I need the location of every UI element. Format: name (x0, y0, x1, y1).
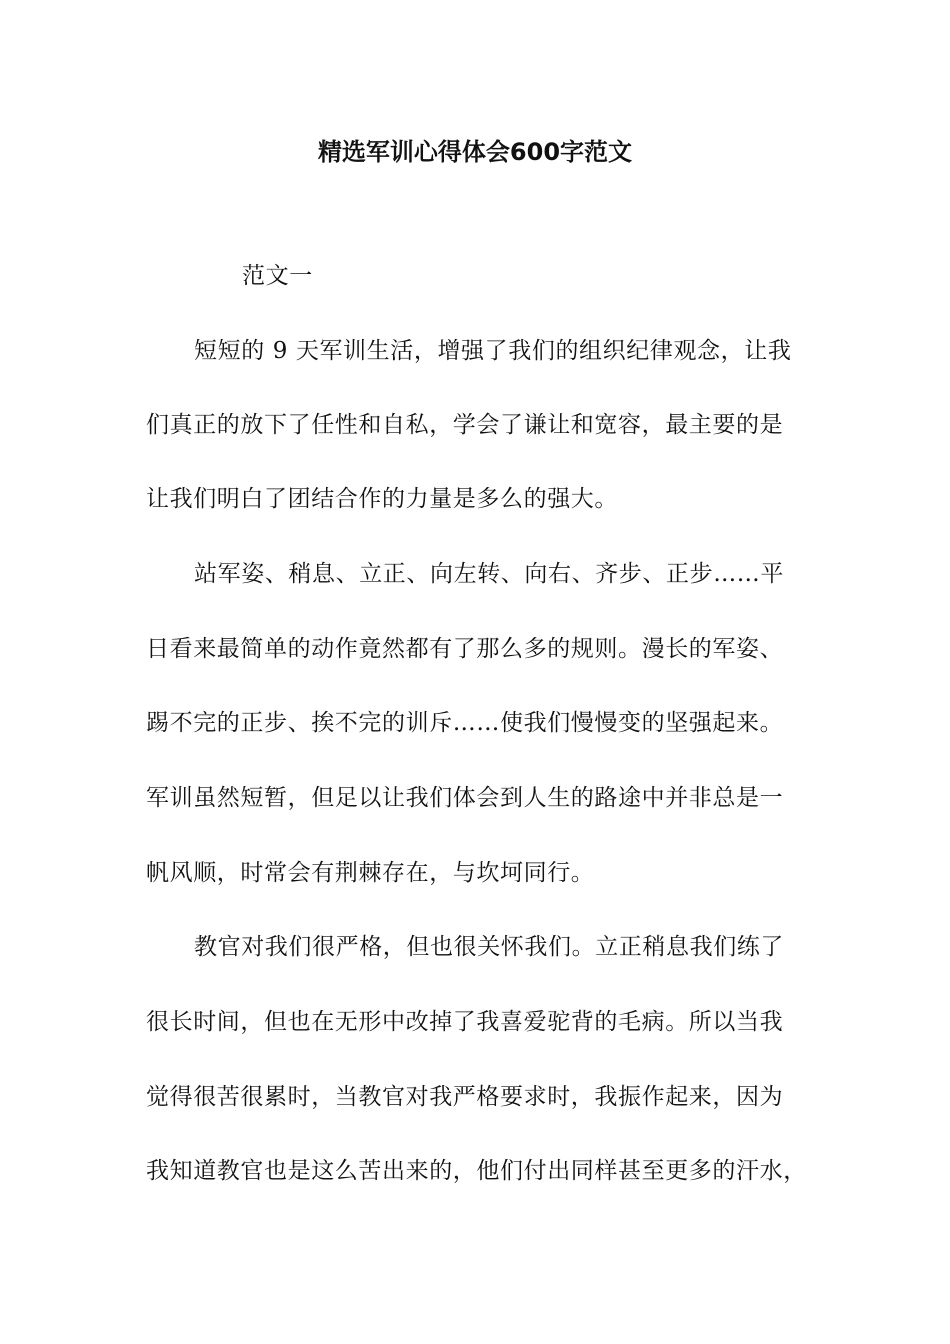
paragraph-line: 踢不完的正步、挨不完的训斥……使我们慢慢变的坚强起来。 (146, 710, 784, 736)
paragraph-line: 帆风顺，时常会有荆棘存在，与坎坷同行。 (146, 860, 595, 886)
paragraph-line: 日看来最简单的动作竟然都有了那么多的规则。漫长的军姿、 (146, 636, 784, 662)
paragraph-line: 军训虽然短暂，但足以让我们体会到人生的路途中并非总是一 (146, 785, 784, 811)
paragraph-line: 觉得很苦很累时，当教官对我严格要求时，我振作起来，因为 (146, 1084, 784, 1110)
paragraph-line: 我知道教官也是这么苦出来的，他们付出同样甚至更多的汗水， (146, 1158, 807, 1184)
paragraph-line: 让我们明白了团结合作的力量是多么的强大。 (146, 486, 618, 512)
section-heading: 范文一 (242, 263, 313, 289)
paragraph-line: 们真正的放下了任性和自私，学会了谦让和宽容，最主要的是 (146, 412, 784, 438)
document-title: 精选军训心得体会600字范文 (317, 138, 633, 166)
paragraph-line: 很长时间，但也在无形中改掉了我喜爱驼背的毛病。所以当我 (146, 1009, 784, 1035)
paragraph-line: 教官对我们很严格，但也很关怀我们。立正稍息我们练了 (194, 934, 784, 960)
paragraph-line: 站军姿、稍息、立正、向左转、向右、齐步、正步……平 (194, 561, 784, 587)
paragraph-line: 短短的 9 天军训生活，增强了我们的组织纪律观念，让我 (194, 338, 792, 364)
